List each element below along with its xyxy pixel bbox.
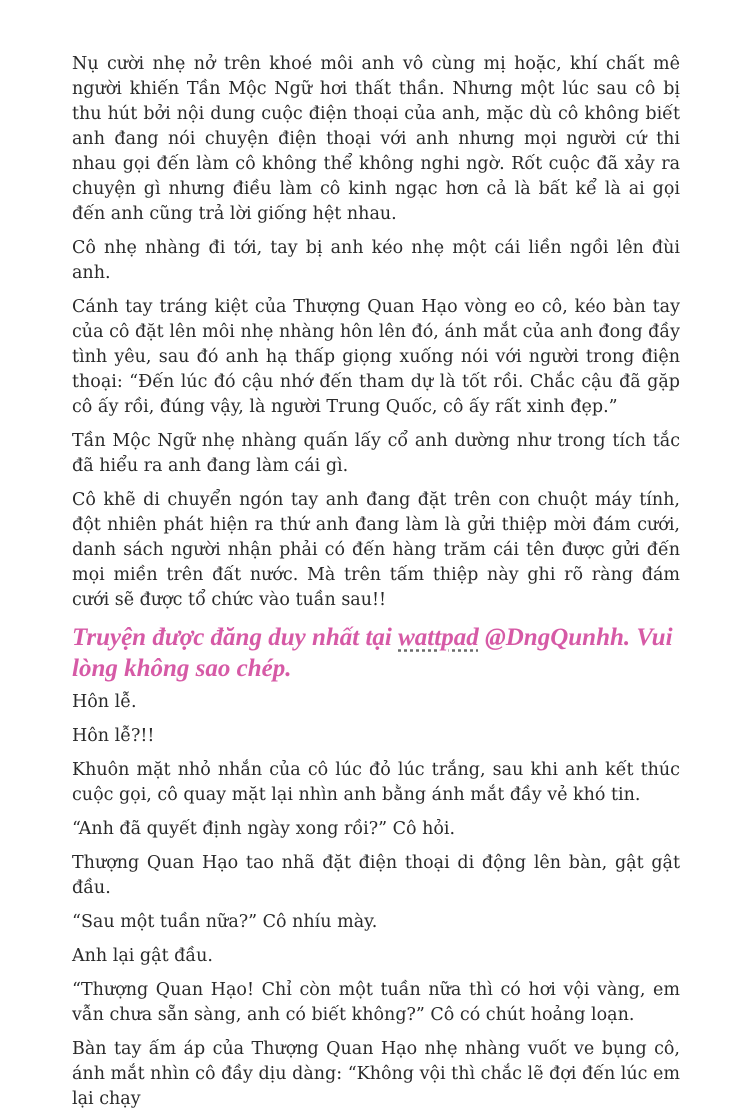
paragraph: Cô nhẹ nhàng đi tới, tay bị anh kéo nhẹ một cái liền ngồi lên đùi anh. <box>72 238 680 283</box>
paragraph: “Anh đã quyết định ngày xong rồi?” Cô hỏi. <box>72 819 456 839</box>
paragraph: “Thượng Quan Hạo! Chỉ còn một tuần nữa thì có hơi vội vàng, em vẫn chưa sẵn sàng, anh có biết không?” Cô có chút hoảng loạn. <box>72 980 680 1025</box>
notice-text-end: @DngQunhh. Vui lòng không sao chép. <box>72 624 673 682</box>
paragraph: Hôn lễ. <box>72 692 137 712</box>
paragraph: Khuôn mặt nhỏ nhắn của cô lúc đỏ lúc trắng, sau khi anh kết thúc cuộc gọi, cô quay mặt lại nhìn anh bằng ánh mắt đầy vẻ khó tin. <box>72 760 680 805</box>
notice-text-start: Truyện được đăng duy nhất tại <box>72 624 399 651</box>
paragraph: Cánh tay tráng kiệt của Thượng Quan Hạo vòng eo cô, kéo bàn tay của cô đặt lên môi nhẹ nhàng hôn lên đó, ánh mắt của anh đong đầy tình yêu, sau đó anh hạ thấp giọng xuống nói với người trong điện thoại: “Đến lúc đó cậu nhớ đến tham dự là tốt rồi. Chắc cậu đã gặp cô ấy rồi, đúng vậy, là người Trung Quốc, cô ấy rất xinh đẹp.” <box>72 297 680 417</box>
paragraph: Hôn lễ?!! <box>72 726 155 746</box>
paragraph: Anh lại gật đầu. <box>72 946 213 966</box>
paragraph: Nụ cười nhẹ nở trên khoé môi anh vô cùng mị hoặc, khí chất mê người khiến Tần Mộc Ngữ hơi thất thần. Nhưng một lúc sau cô bị thu hút bởi nội dung cuộc điện thoại của anh, mặc dù cô không biết anh đang nói chuyện điện thoại với anh nhưng mọi người cứ thi nhau gọi đến làm cô không thể không nghi ngờ. Rốt cuộc đã xảy ra chuyện gì nhưng điều làm cô kinh ngạc hơn cả là bất kể là ai gọi đến anh cũng trả lời giống hệt nhau. <box>72 54 680 224</box>
paragraph: Tần Mộc Ngữ nhẹ nhàng quấn lấy cổ anh dường như trong tích tắc đã hiểu ra anh đang làm cái gì. <box>72 431 680 476</box>
copyright-notice <box>72 622 680 684</box>
platform-name: wattpad <box>398 624 479 651</box>
paragraph: Thượng Quan Hạo tao nhã đặt điện thoại di động lên bàn, gật gật đầu. <box>72 853 680 898</box>
paragraph: Cô khẽ di chuyển ngón tay anh đang đặt trên con chuột máy tính, đột nhiên phát hiện ra thứ anh đang làm là gửi thiệp mời đám cưới, danh sách người nhận phải có đến hàng trăm cái tên được gửi đến mọi miền trên đất nước. Mà trên tấm thiệp này ghi rõ ràng đám cưới sẽ được tổ chức vào tuần sau!! <box>72 490 680 610</box>
paragraph: “Sau một tuần nữa?” Cô nhíu mày. <box>72 912 378 932</box>
paragraph: Bàn tay ấm áp của Thượng Quan Hạo nhẹ nhàng vuốt ve bụng cô, ánh mắt nhìn cô đầy dịu dàng: “Không vội thì chắc lẽ đợi đến lúc em lại chạy <box>72 1039 680 1109</box>
